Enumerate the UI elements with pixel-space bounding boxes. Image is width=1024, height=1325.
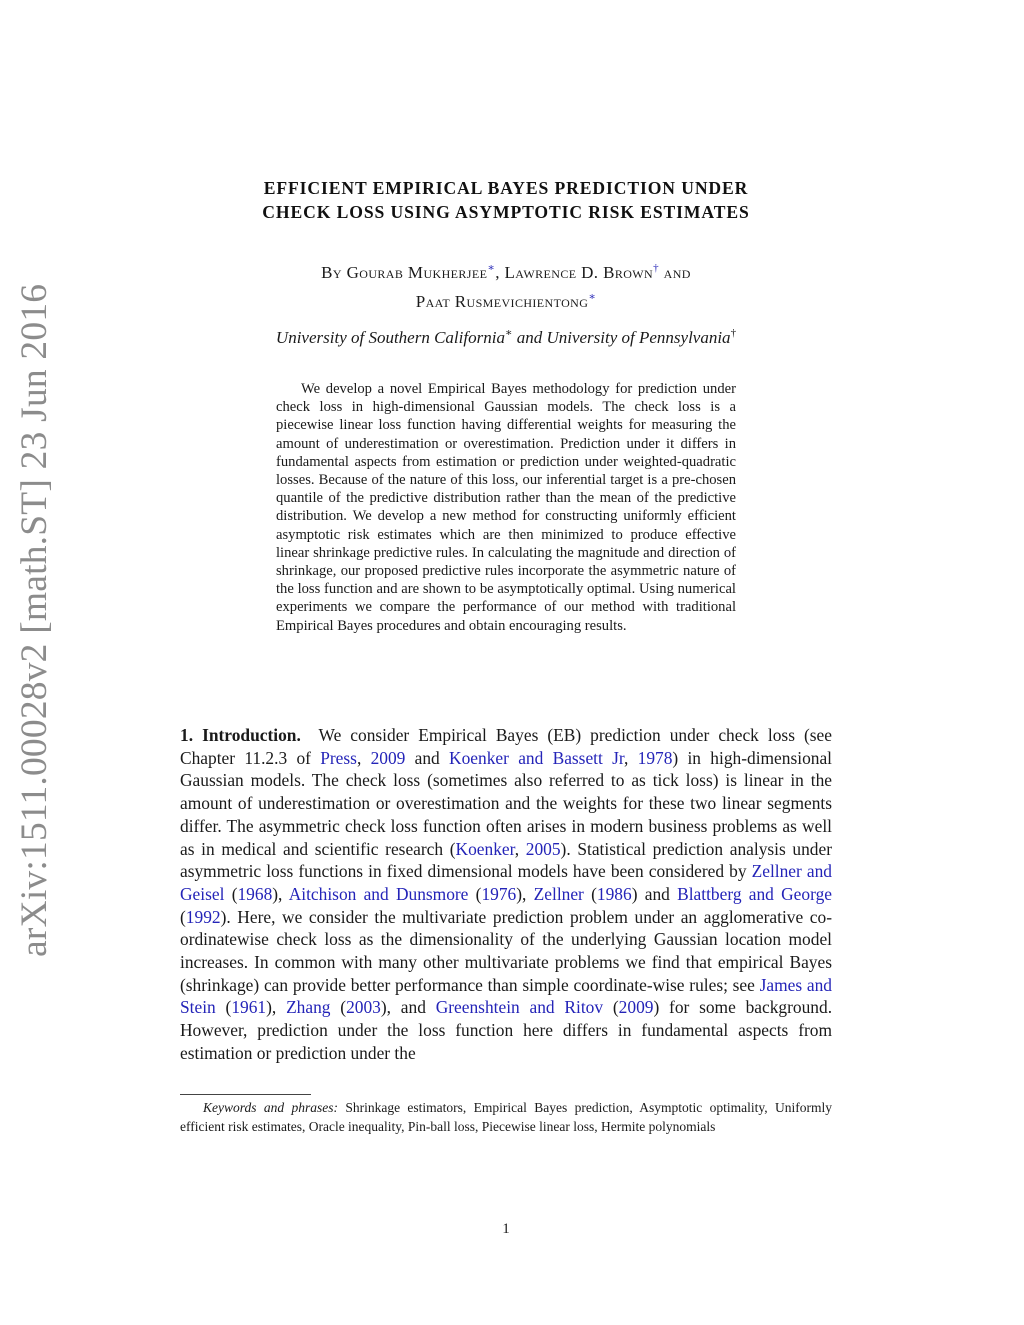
body-text: , [514,838,526,859]
citation-link[interactable]: Zhang [286,997,331,1018]
author-name-2: Lawrence D. Brown [504,263,654,282]
citation-link[interactable]: 2009 [618,997,654,1018]
citation-link[interactable]: Press [320,747,357,768]
citation-link[interactable]: 2009 [370,747,406,768]
introduction-section [180,724,832,1065]
citation-link[interactable]: 1961 [231,997,267,1018]
affiliation-1: University of Southern California [275,328,505,347]
body-text: ). Statistical prediction analysis under asymmetric loss functions in fixed dimensional models have been considered by [180,838,833,882]
citation-link[interactable]: 2005 [525,838,561,859]
citation-link[interactable]: 1976 [481,883,517,904]
body-text: ) and [631,883,678,904]
citation-link[interactable]: 2003 [346,997,381,1018]
citation-link[interactable]: James and Stein [180,974,832,1018]
author-block [180,256,832,314]
paper-title [180,176,832,224]
by-label: By [321,263,342,282]
author-separator: , [495,263,505,282]
author-name-3: Paat Rusmevichientong [415,292,589,311]
body-text: ), [266,997,287,1018]
citation-link[interactable]: 1968 [237,883,273,904]
title-line-1: EFFICIENT EMPIRICAL BAYES PREDICTION UNDER [263,178,749,198]
author-mark-1: ∗ [487,262,496,274]
citation-link[interactable]: Blattberg and George [677,883,832,904]
title-line-2: CHECK LOSS USING ASYMPTOTIC RISK ESTIMATES [262,202,750,222]
body-text: ) for some background. However, prediction under the loss function here differs in fundamental aspects from estimation or prediction under the [180,997,833,1063]
keywords-label: Keywords and phrases: [203,1100,338,1115]
body-text: ) in high-dimensional Gaussian models. The check loss (sometimes also referred to as tick loss) is linear in the amount of underestimation or overestimation and the weights for these two linear segments differ. The asymmetric check loss function often arises in modern business problems as well as in medical and scientific research ( [180,747,833,859]
body-text: ( [583,883,597,904]
keywords-footnote [180,1099,832,1136]
citation-link[interactable]: Koenker [455,838,515,859]
body-text: We consider Empirical Bayes (EB) prediction under check loss (see Chapter 11.2.3 of [180,725,832,768]
citation-link[interactable]: Zellner [533,883,584,904]
affiliation-mark-2: † [730,327,737,339]
body-text: ), and [380,997,436,1018]
author-line-1 [180,256,832,285]
citation-link[interactable]: Zellner and Geisel [180,861,833,904]
body-text: ( [224,883,238,904]
author-line-2 [180,285,832,314]
citation-link[interactable]: 1986 [596,883,632,904]
introduction-paragraph [180,724,832,1065]
citation-link[interactable]: 1978 [637,747,673,768]
affiliations [180,321,832,350]
body-text: ( [180,906,186,927]
body-text: and [405,747,450,768]
keywords-text: Shrinkage estimators, Empirical Bayes prediction, Asymptotic optimality, Uniformly efficient risk estimates, Oracle inequality, Pin-ball loss, Piecewise linear loss, Hermite polynomials [180,1100,833,1134]
citation-link[interactable]: 1992 [185,906,221,927]
body-text: , [356,747,371,768]
body-text: ), [272,883,289,904]
citation-link[interactable]: Aitchison and Dunsmore [288,883,469,904]
body-text: ( [468,883,482,904]
section-number: 1. [180,725,194,745]
affiliation-2: University of Pennsylvania [546,328,731,347]
body-text: ). Here, we consider the multivariate prediction problem under an agglomerative co-ordinatewise check loss as the dimensionality of the underlying Gaussian location model increases. In common with many other multivariate problems we find that empirical Bayes (shrinkage) can provide better performance than simple coordinate-wise rules; see [180,906,832,995]
author-mark-2: † [653,262,659,274]
body-text: ( [215,997,232,1018]
abstract-text: We develop a novel Empirical Bayes methodology for prediction under check loss in high-dimensional Gaussian models. The check loss is a piecewise linear loss function having differential weights for measuring the amount of underestimation or overestimation. Prediction under it differs in fundamental aspects from estimation or prediction under weighted-quadratic losses. Because of the nature of this loss, our inferential target is a pre-chosen quantile of the predictive distribution rather than the mean of the predictive distribution. We develop a new method for constructing uniformly efficient asymptotic risk estimates which are then minimized to produce effective linear shrinkage predictive rules. In calculating the magnitude and direction of shrinkage, our proposed predictive rules incorporate the asymmetric nature of the loss function and are shown to be asymptotically optimal. Using numerical experiments we compare the performance of our method with traditional Empirical Bayes procedures and obtain encouraging results. [276,381,736,634]
body-text: , [623,747,638,768]
section-title: Introduction. [202,725,301,745]
page-number: 1 [502,1221,510,1237]
citation-link[interactable]: Greenshtein and Ritov [435,997,604,1018]
abstract [276,380,736,635]
body-text: ( [330,997,347,1018]
author-name-1: Gourab Mukherjee [346,263,488,282]
body-text: ( [603,997,619,1018]
citation-link[interactable]: Koenker and Bassett Jr [449,747,624,768]
footnote-rule [180,1094,311,1095]
author-and: and [663,263,691,282]
affiliation-mark-1: ∗ [504,327,513,339]
arxiv-identifier: arXiv:1511.00028v2 [math.ST] 23 Jun 2016 [14,283,55,957]
author-mark-3: ∗ [588,291,597,303]
affiliation-and: and [512,328,547,347]
body-text: ), [516,883,534,904]
keywords-paragraph [180,1099,832,1136]
